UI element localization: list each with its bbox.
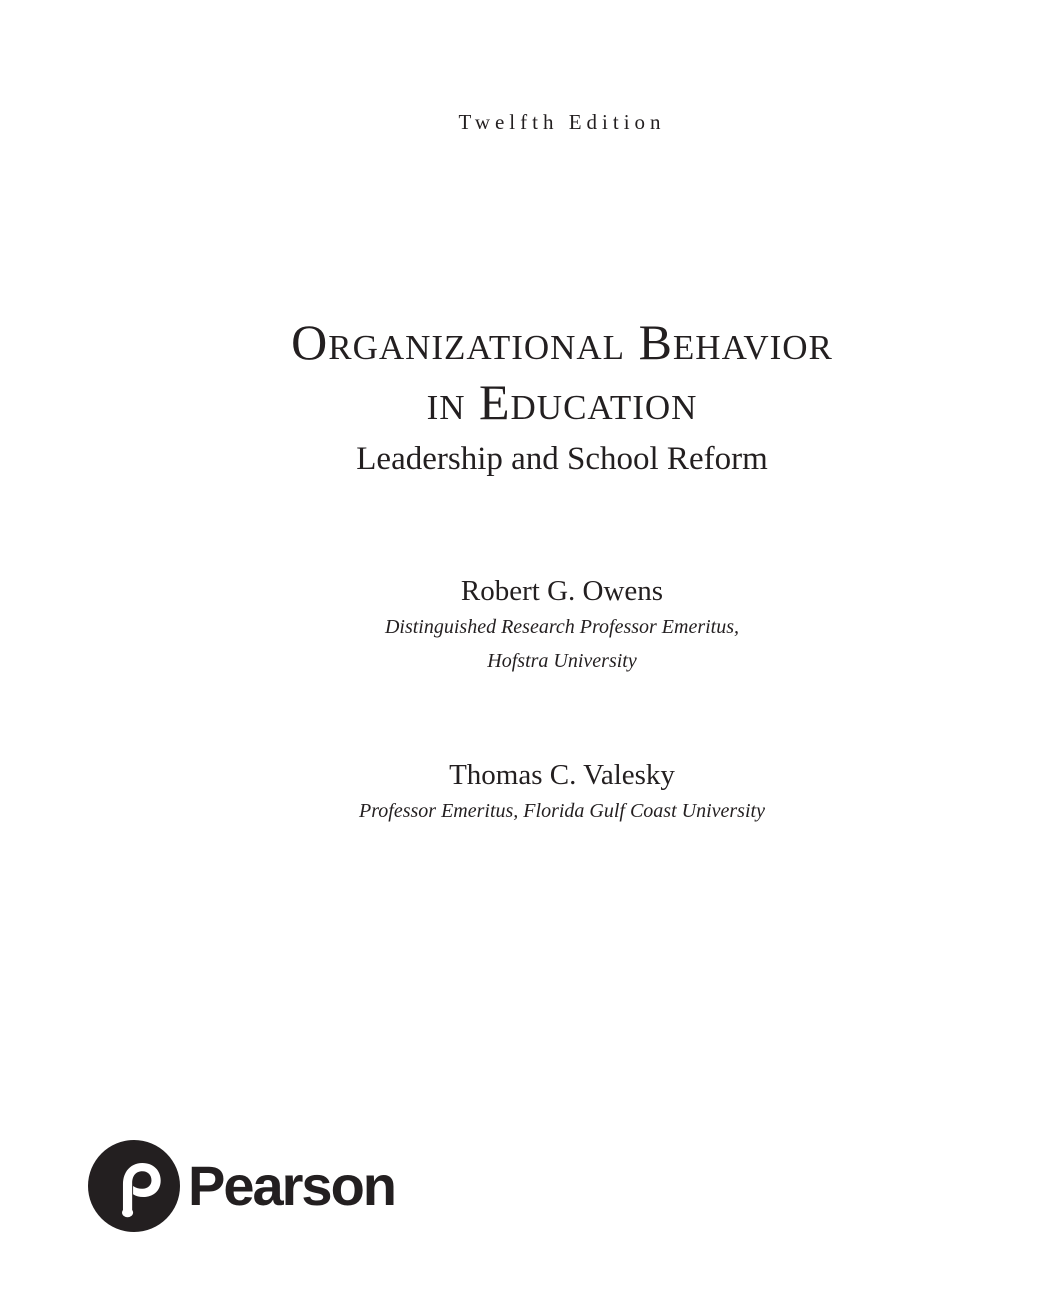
book-title-line-2: in Education <box>426 374 698 430</box>
book-title-block <box>0 312 1062 481</box>
publisher-logo <box>88 1140 395 1232</box>
pearson-p-logo-icon <box>88 1140 180 1232</box>
author-name: Thomas C. Valesky <box>449 759 675 791</box>
author-block-valesky <box>0 756 1062 828</box>
author-affiliation-line: Distinguished Research Professor Emeritus, <box>384 616 740 638</box>
book-title-line-1: Organizational Behavior <box>291 314 833 370</box>
book-subtitle: Leadership and School Reform <box>356 441 768 477</box>
author-name: Robert G. Owens <box>460 575 664 607</box>
edition-label: Twelfth Edition <box>458 110 666 134</box>
publisher-name: Pearson <box>188 1154 395 1217</box>
author-affiliation-line: Professor Emeritus, Florida Gulf Coast University <box>359 800 765 822</box>
author-affiliation-line: Hofstra University <box>487 650 637 672</box>
author-block-owens <box>0 572 1062 678</box>
